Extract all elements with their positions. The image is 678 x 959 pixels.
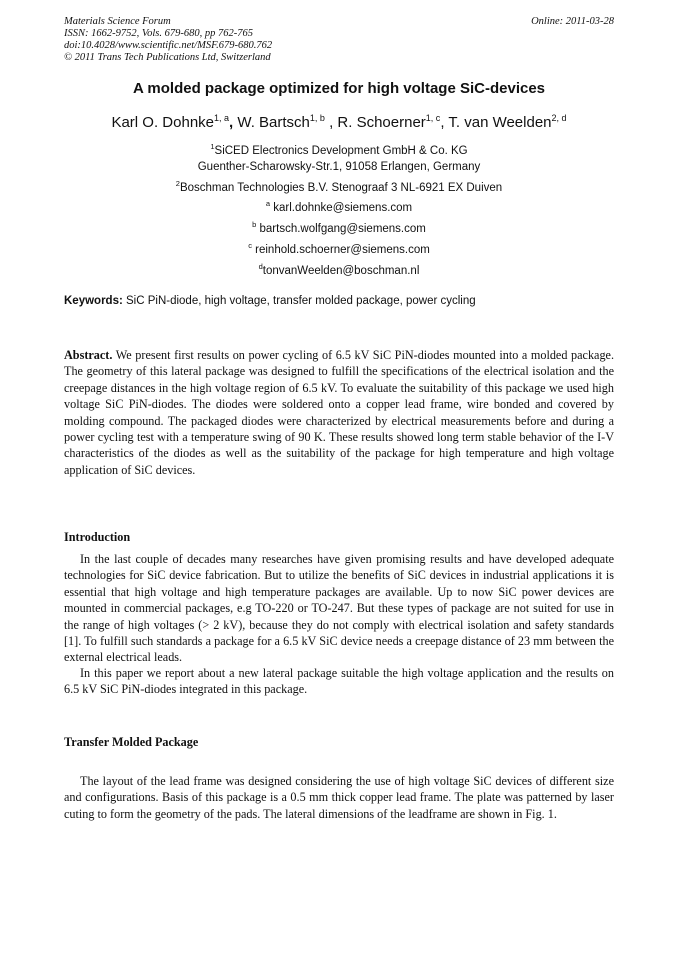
abstract-label: Abstract.: [64, 348, 113, 362]
affiliation-2: $^2$Boschman Technologies B.V. Stenograaf 3 NL-6921 EX Duiven: [175, 179, 503, 194]
issn-line: ISSN: 1662-9752, Vols. 679-680, pp 762-765: [64, 28, 253, 39]
email-d[interactable]: $^d$tonvanWeelden@boschman.nl: [258, 262, 420, 277]
keywords-label: Keywords:: [64, 295, 123, 307]
author-affil-sup: 1, a: [214, 113, 230, 123]
author-affil-sup: 1, b: [309, 113, 325, 123]
author-name: W. Bartsch: [237, 114, 310, 131]
abstract-text: We present first results on power cycling of 6.5 kV SiC PiN-diodes mounted into a molded package. The geometry of this lateral package was designed to fulfill the specifications of the electrical isolation and the creepage distances in the high voltage region of 6.5 kV. To evaluate the suitability of this package we used high voltage SiC PiN-diodes. The diodes were soldered onto a copper lead frame, wire bonded and covered by molding compound. The packaged diodes were characterized by electrical measurements before and during a power cycling test with a temperature swing of 90 K. These results showed long term stable behavior of the I-V characteristics of the diodes as well as the suitability of the package for high temperature and high voltage application of SiC devices.: [64, 348, 614, 477]
email-b[interactable]: $^b$ bartsch.wolfgang@siemens.com: [252, 220, 426, 235]
author-list: Karl O. Dohnke$^{1, a}$, W. Bartsch$^{1, b}$ , R. Schoerner$^{1, c}$, T. van Weelden$^{2, d}$: [111, 113, 567, 131]
introduction-paragraph-2: In this paper we report about a new lateral package suitable the high voltage application and the results on 6.5 kV SiC PiN-diodes integrated in this package.: [64, 666, 614, 697]
paper-title: A molded package optimized for high voltage SiC-devices: [132, 80, 546, 97]
email-a[interactable]: $^a$ karl.dohnke@siemens.com: [265, 199, 413, 214]
copyright-line: © 2011 Trans Tech Publications Ltd, Switzerland: [64, 52, 271, 63]
keywords-text: SiC PiN-diode, high voltage, transfer molded package, power cycling: [122, 295, 476, 307]
author-affil-sup: 1, c: [425, 113, 441, 123]
online-date: Online: 2011-03-28: [531, 16, 614, 27]
keywords-line: [64, 295, 476, 307]
transfer-molded-paragraph: The layout of the lead frame was designed considering the use of high voltage SiC devices of different size and configurations. Basis of this package is a 0.5 mm thick copper lead frame. The plate was patterned by laser cuting to form the geometry of the pads. The lateral dimensions of the leadframe are shown in Fig. 1.: [64, 774, 614, 821]
doi-line: doi:10.4028/www.scientific.net/MSF.679-680.762: [64, 40, 273, 51]
author-affil-sup: 2, d: [551, 113, 567, 123]
abstract-paragraph: [64, 347, 614, 478]
journal-header: [64, 16, 272, 64]
introduction-heading: Introduction: [64, 530, 131, 544]
affiliation-1: $^1$SiCED Electronics Development GmbH & Co. KG Guenther-Scharowsky-Str.1, 91058 Erlangen, Germany: [197, 142, 481, 173]
author-name: Karl O. Dohnke: [111, 114, 214, 131]
email-c[interactable]: $^c$ reinhold.schoerner@siemens.com: [248, 241, 430, 256]
introduction-paragraph-1: In the last couple of decades many researches have given promising results and have developed adequate technologies for SiC device fabrication. But to utilize the benefits of SiC devices in industrial applications it is essential that high voltage and high temperature packages are available. Up to now SiC power devices are mounted in commercial packages, e.g TO-220 or TO-247. But these types of package are not suited for use in the range of high voltages (> 2 kV), because they do not comply with electrical isolation and safety standards [1]. To fulfill such standards a package for a 6.5 kV SiC device needs a creepage distance of 23 mm between the external electrical leads.: [64, 552, 614, 665]
author-name: R. Schoerner: [337, 114, 426, 131]
transfer-molded-heading: Transfer Molded Package: [64, 735, 199, 749]
author-name: T. van Weelden: [448, 114, 552, 131]
journal-name: Materials Science Forum: [64, 16, 171, 27]
